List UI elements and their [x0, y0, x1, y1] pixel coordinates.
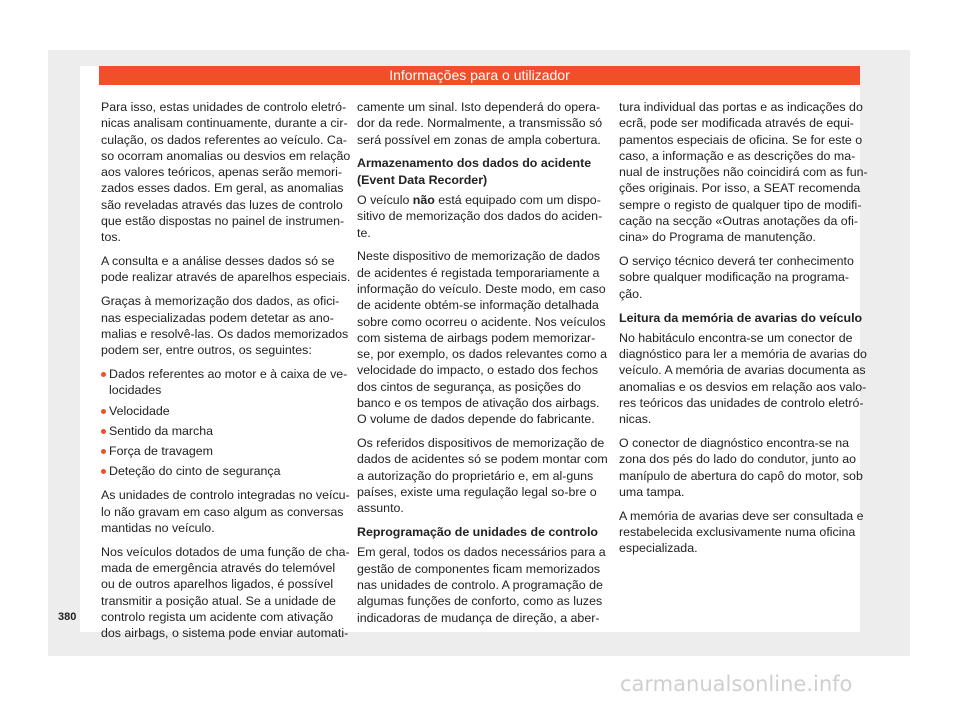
section-header: Informações para o utilizador — [99, 66, 860, 85]
text-column-3 — [619, 99, 870, 564]
subheading-fault-memory: Leitura da memória de avarias do veículo — [619, 310, 863, 325]
text-column-2 — [357, 99, 608, 633]
list-item — [101, 423, 352, 439]
list-item — [101, 443, 352, 459]
text-column-1 — [101, 99, 352, 649]
list-item — [101, 403, 352, 419]
paragraph: tura individual das portas e as indicações do ecrã, pode ser modificada através de equi-pamentos especiais de oficina. Se for este o caso, a informação e as descrições do ma-nual de instruções não coincidirá com as fun-ções originais. Por isso, a SEAT recomenda sempre o registo de qualquer tipo de modifi-cação na secção «Outras anotações da ofi-cina» do Programa de manutenção. — [619, 100, 868, 245]
paragraph: Os referidos dispositivos de memorização de dados de acidentes só se podem montar com a autorização do proprietário e, em al-guns países, existe uma regulação legal so-bre o assunto. — [357, 436, 608, 516]
paragraph: Em geral, todos os dados necessários para a gestão de componentes ficam memorizados nas unidades de controlo. A programação de algumas funções de conforto, como as luzes indicadoras de mudança de direção, a aber- — [357, 545, 606, 625]
list-item — [101, 463, 352, 479]
page-number: 380 — [58, 611, 77, 623]
bullet-icon — [101, 469, 106, 474]
paragraph: No habitáculo encontra-se um conector de diagnóstico para ler a memória de avarias do veículo. A memória de avarias documenta as anomalias e os desvios em relação aos valo-res teóricos das unidades de controlo eletró-nicas. — [619, 330, 867, 427]
list-item-text: Sentido da marcha — [109, 423, 214, 438]
paragraph: As unidades de controlo integradas no veícu-lo não gravam em caso algum as conversas mantidas no veículo. — [101, 488, 350, 535]
list-item-text: Velocidade — [109, 403, 170, 418]
list-item — [101, 366, 352, 399]
paragraph: O conector de diagnóstico encontra-se na zona dos pés do lado do condutor, junto ao manípulo de abertura do capô do motor, sob uma tampa. — [619, 436, 863, 500]
bullet-icon — [101, 449, 106, 454]
paragraph: camente um sinal. Isto dependerá do opera-dor da rede. Normalmente, a transmissão só será possível em zonas de ampla cobertura. — [357, 100, 603, 147]
paragraph: A consulta e a análise desses dados só se pode realizar através de aparelhos especiais. — [101, 254, 351, 285]
paragraph: Neste dispositivo de memorização de dados de acidentes é registada temporariamente a informação do veículo. Deste modo, em caso de acidente obtém-se informação detalhada sobre como ocorreu o acidente. Nos veículos com sistema de airbags podem memorizar-se, por exemplo, os dados relevantes como a velocidade do impacto, o estado dos fechos dos cintos de segurança, as posições do banco e os tempos de ativação dos airbags. O volume de dados depende do fabricante. — [357, 249, 608, 427]
paragraph: Nos veículos dotados de uma função de cha-mada de emergência através do telemóvel ou de outros aparelhos ligados, é possível transmitir a posição atual. Se a unidade de controlo regista um acidente com ativação dos airbags, o sistema pode enviar automati- — [101, 544, 350, 641]
bullet-icon — [101, 409, 106, 414]
bullet-icon — [101, 429, 106, 434]
text-run: está equipado com um dispo-sitivo de memorização dos dados do aciden-te. — [357, 192, 603, 240]
list-item-text: Deteção do cinto de segurança — [109, 464, 281, 479]
subheading-event-data-recorder: Armazenamento dos dados do acidente (Event Data Recorder) — [357, 156, 592, 187]
text-run: O veículo — [357, 192, 413, 207]
paragraph: A memória de avarias deve ser consultada e restabelecida exclusivamente numa oficina especializada. — [619, 508, 864, 556]
list-item-text: Força de travagem — [109, 444, 213, 459]
paragraph: Para isso, estas unidades de controlo eletró-nicas analisam continuamente, durante a cir-culação, os dados referentes ao veículo. Ca-so ocorram anomalias ou desvios em relação aos valores teóricos, apenas serão memori-zados esses dados. Em geral, as anomalias são reveladas através das luzes de controlo que estão dispostas no painel de instrumen-tos. — [101, 100, 351, 245]
subheading-reprogramming: Reprogramação de unidades de controlo — [357, 525, 598, 540]
data-list — [101, 366, 352, 480]
watermark: carmanualsonline.info — [620, 672, 853, 696]
paragraph: Graças à memorização dos dados, as ofici-nas especializadas podem detetar as ano-malias e resolvê-las. Os dados memorizados podem ser, entre outros, os seguintes: — [101, 294, 349, 358]
bullet-icon — [101, 372, 106, 377]
list-item-text: Dados referentes ao motor e à caixa de ve-locidades — [109, 366, 348, 398]
paragraph — [357, 192, 608, 241]
emphasis: não — [412, 192, 435, 207]
paragraph: O serviço técnico deverá ter conhecimento sobre qualquer modificação na programa-ção. — [619, 254, 854, 301]
